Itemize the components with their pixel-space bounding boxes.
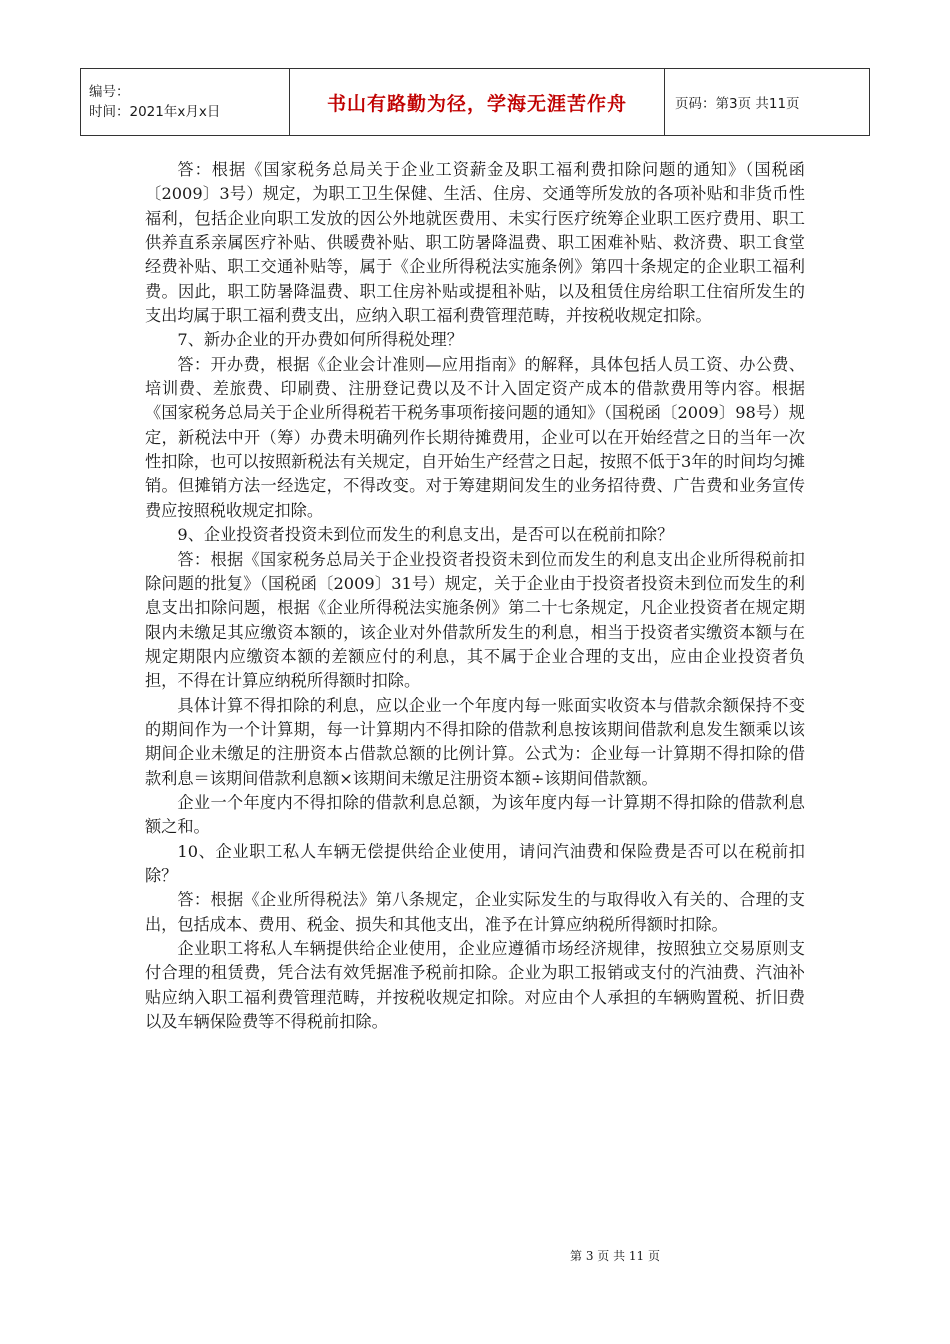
- question-heading: 10、企业职工私人车辆无偿提供给企业使用，请问汽油费和保险费是否可以在税前扣除？: [145, 841, 805, 885]
- paragraph: 具体计算不得扣除的利息，应以企业一个年度内每一账面实收资本与借款余额保持不变的期间作为一个计算期，每一计算期内不得扣除的借款利息按该期间借款利息发生额乘以该期间企业未缴足的注册资本占借款总额的比例计算。公式为：企业每一计算期不得扣除的借款利息＝该期间借款利息额×该期间未缴足注册资本额÷该期间借款额。: [145, 695, 805, 788]
- paragraph: 答：根据《国家税务总局关于企业工资薪金及职工福利费扣除问题的通知》（国税函〔2009〕3号）规定，为职工卫生保健、生活、住房、交通等所发放的各项补贴和非货币性福利，包括企业向职工发放的因公外地就医费用、未实行医疗统筹企业职工医疗费用、职工供养直系亲属医疗补贴、供暖费补贴、职工防暑降温费、职工困难补贴、救济费、职工食堂经费补贴、职工交通补贴等，属于《企业所得税法实施条例》第四十条规定的企业职工福利费。因此，职工防暑降温费、职工住房补贴或提租补贴，以及租赁住房给职工住宿所发生的支出均属于职工福利费支出，应纳入职工福利费管理范畴，并按税收规定扣除。: [145, 160, 805, 326]
- page-info: 页码：第3页 共11页: [665, 69, 870, 136]
- paragraph: 答：开办费，根据《企业会计准则—应用指南》的解释，具体包括人员工资、办公费、培训费、差旅费、印刷费、注册登记费以及不计入固定资产成本的借款费用等内容。根据《国家税务总局关于企业所得税若干税务事项衔接问题的通知》（国税函〔2009〕98号）规定，新税法中开（筹）办费未明确列作长期待摊费用，企业可以在开始经营之日的当年一次性扣除，也可以按照新税法有关规定，自开始生产经营之日起，按照不低于3年的时间均匀摊销。但摊销方法一经选定，不得改变。对于筹建期间发生的业务招待费、广告费和业务宣传费应按照税收规定扣除。: [145, 354, 805, 520]
- paragraph: 答：根据《企业所得税法》第八条规定，企业实际发生的与取得收入有关的、合理的支出，包括成本、费用、税金、损失和其他支出，准予在计算应纳税所得额时扣除。: [145, 890, 805, 934]
- document-body: [145, 158, 805, 1034]
- paragraph: 答：根据《国家税务总局关于企业投资者投资未到位而发生的利息支出企业所得税前扣除问题的批复》（国税函〔2009〕31号）规定，关于企业由于投资者投资未到位而发生的利息支出扣除问题，根据《企业所得税法实施条例》第二十七条规定，凡企业投资者在规定期限内未缴足其应缴资本额的，该企业对外借款所发生的利息，相当于投资者实缴资本额与在规定期限内应缴资本额的差额应付的利息，其不属于企业合理的支出，应由企业投资者负担，不得在计算应纳税所得额时扣除。: [145, 549, 805, 691]
- motto: 书山有路勤为径，学海无涯苦作舟: [290, 69, 665, 136]
- paragraph: 企业一个年度内不得扣除的借款利息总额，为该年度内每一计算期不得扣除的借款利息额之和。: [145, 792, 805, 837]
- paragraph: 企业职工将私人车辆提供给企业使用，企业应遵循市场经济规律，按照独立交易原则支付合理的租赁费，凭合法有效凭据准予税前扣除。企业为职工报销或支付的汽油费、汽油补贴应纳入职工福利费管理范畴，并按税收规定扣除。对应由个人承担的车辆购置税、折旧费以及车辆保险费等不得税前扣除。: [145, 939, 805, 1032]
- header-meta-cell: [81, 69, 290, 136]
- question-heading: 7、新办企业的开办费如何所得税处理？: [177, 330, 463, 350]
- question-heading: 9、企业投资者投资未到位而发生的利息支出，是否可以在税前扣除？: [177, 525, 674, 545]
- page-footer: 第 3 页 共 11 页: [570, 1249, 660, 1263]
- document-header: [80, 68, 870, 136]
- serial-number-label: 编号：: [89, 84, 130, 100]
- date-label: 时间：2021年x月x日: [89, 104, 221, 120]
